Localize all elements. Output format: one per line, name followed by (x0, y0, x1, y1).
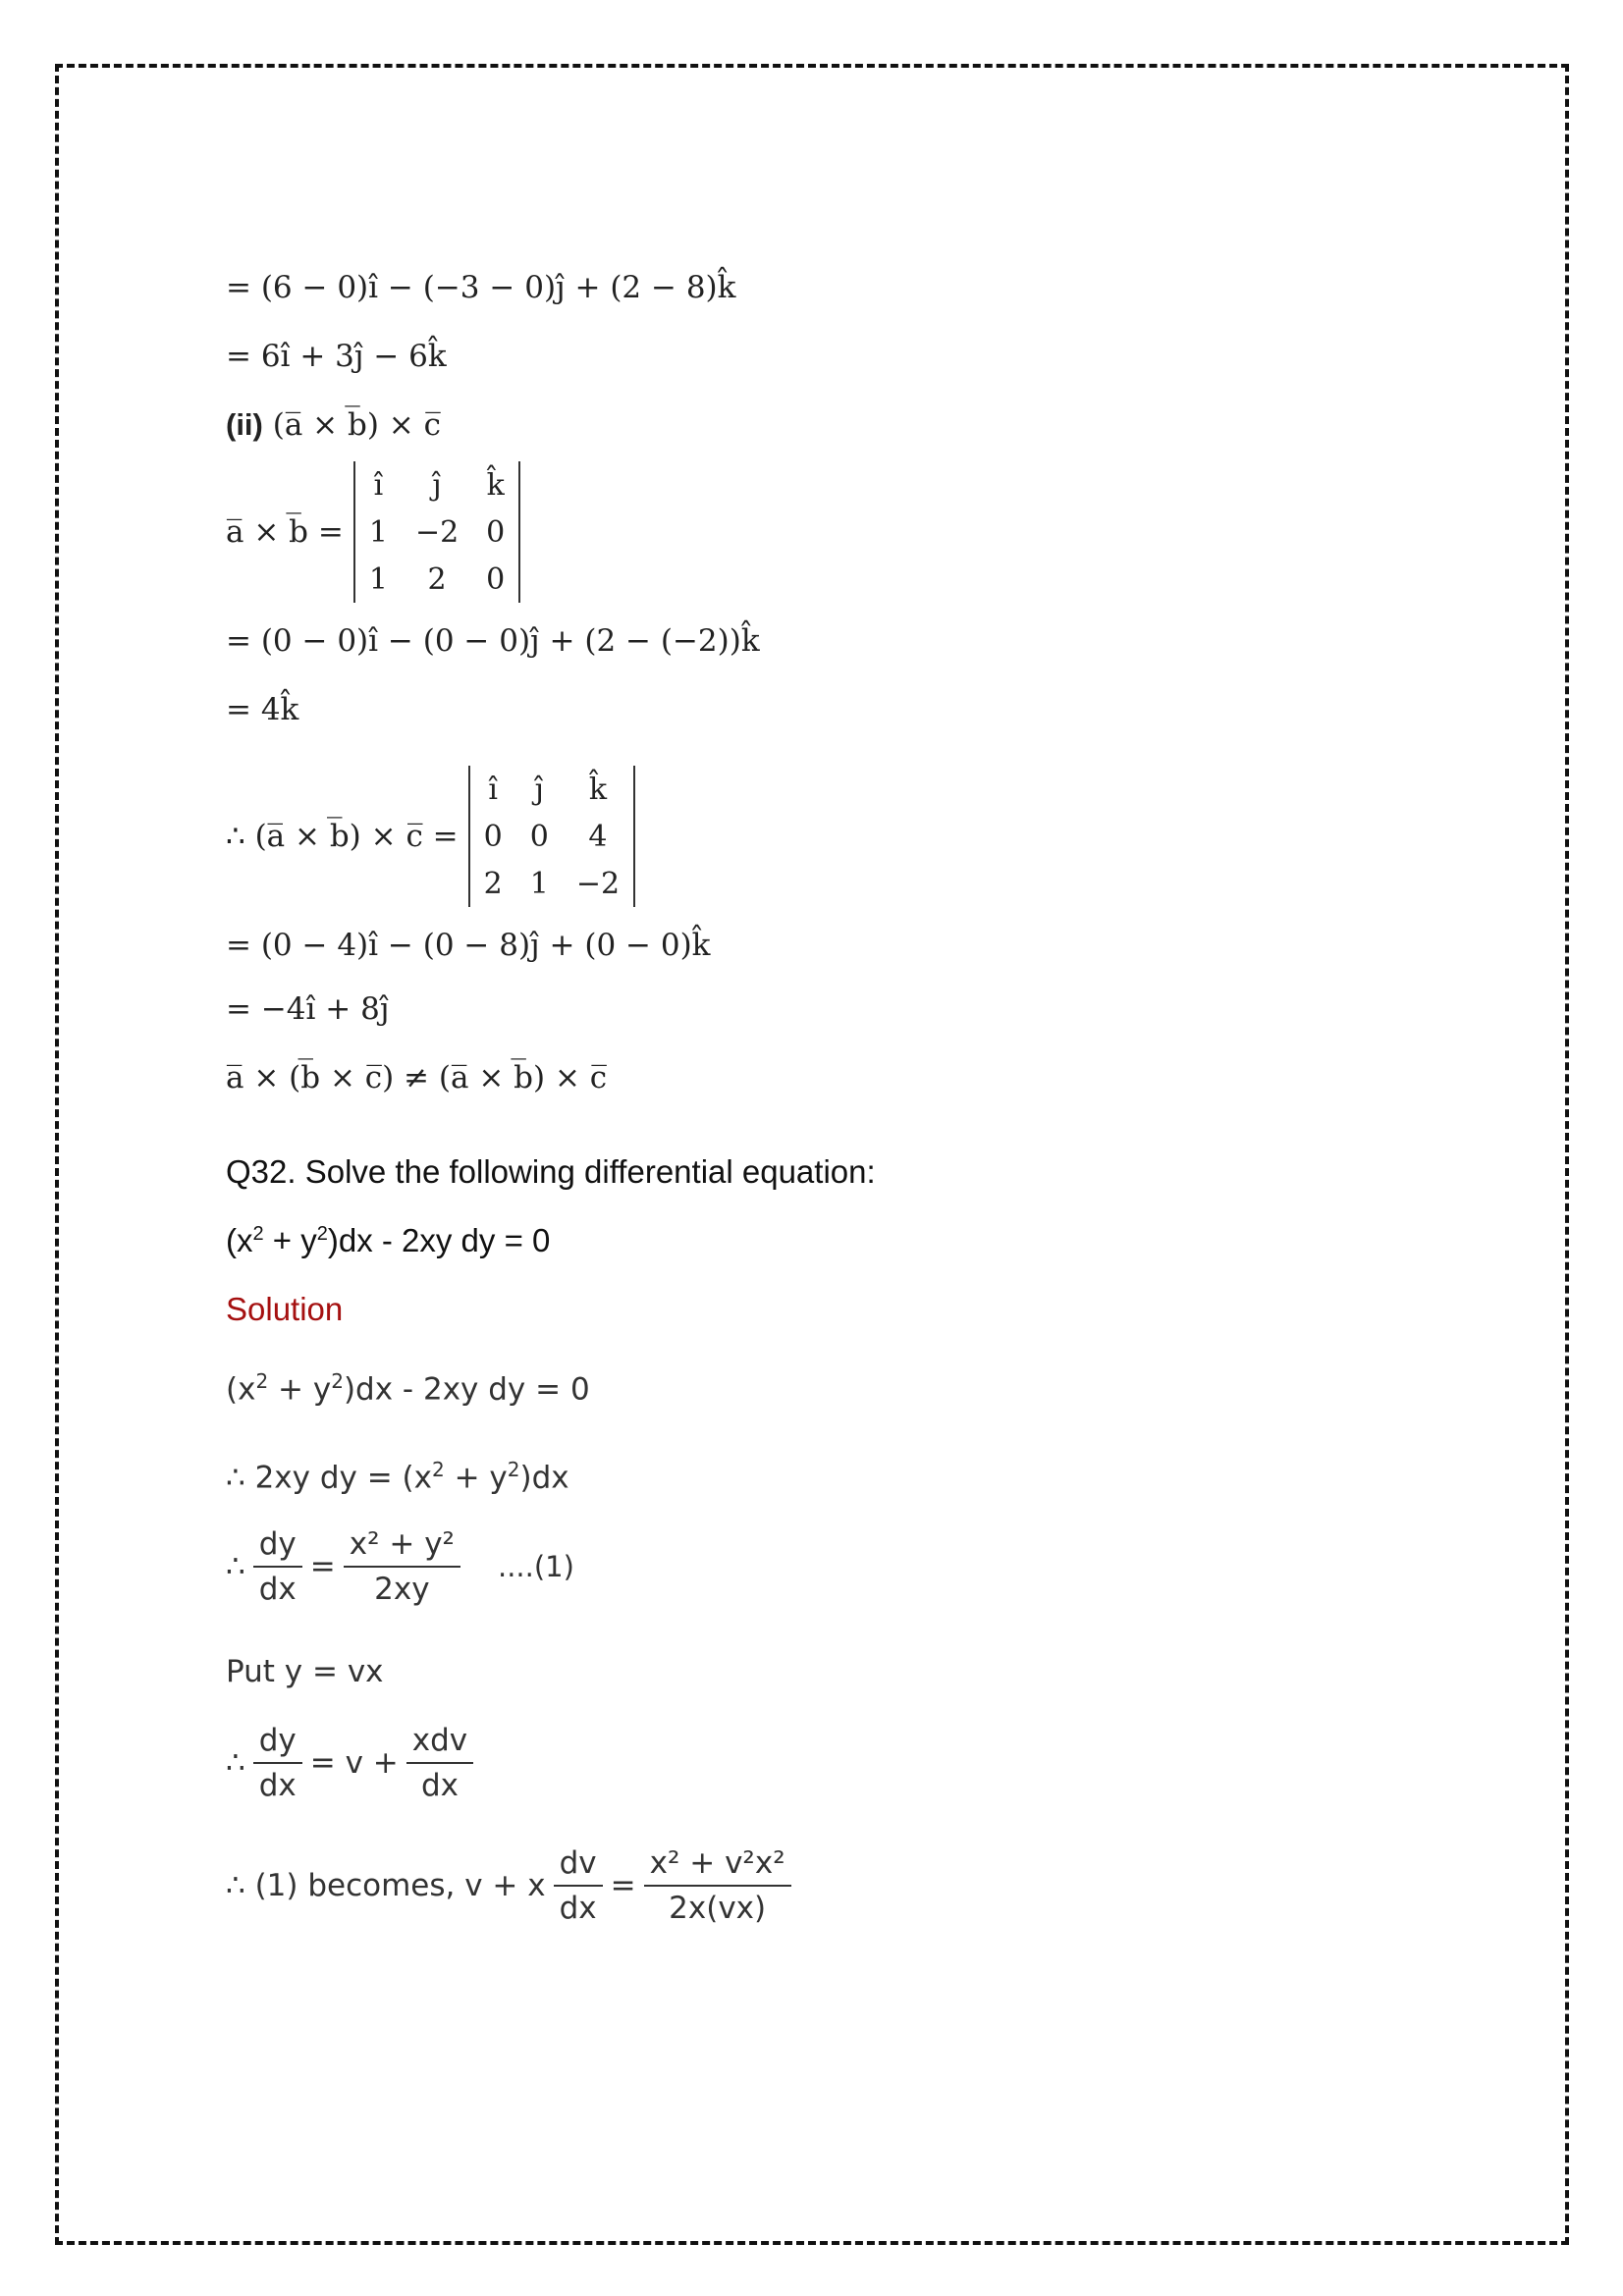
frac-den: dx (258, 1768, 297, 1803)
frac-num: x² + v²x² (644, 1845, 791, 1887)
sol-sup: 2 (432, 1458, 445, 1481)
part-ii-label: (ii) (226, 407, 263, 442)
eq-sup: 2 (316, 1223, 328, 1245)
sol-sup: 2 (255, 1369, 269, 1393)
step-line-2: = 6î + 3ĵ − 6k̂ (226, 339, 447, 374)
det1-cell: 0 (486, 561, 506, 597)
det1-cell: k̂ (486, 467, 505, 503)
sol-part: )dx - 2xy dy = 0 (343, 1371, 590, 1408)
determinant-1 (226, 461, 520, 603)
fraction-dv-dx (554, 1845, 603, 1926)
det2-cell: 2 (483, 866, 503, 901)
frac-num: dv (554, 1845, 603, 1887)
solution-step-5 (226, 1723, 481, 1803)
question-equation (226, 1222, 550, 1259)
det1-cell: 2 (427, 561, 447, 597)
fraction-dy-dx (253, 1526, 302, 1607)
step-line-5: = (0 − 4)î − (0 − 8)ĵ + (0 − 0)k̂ (226, 928, 711, 963)
det2-cell: 0 (483, 819, 503, 854)
step-line-3: = (0 − 0)î − (0 − 0)ĵ + (2 − (−2))k̂ (226, 623, 760, 659)
frac-num: dy (253, 1526, 302, 1568)
equals-sign: = (309, 1549, 336, 1584)
det1-cell: î (373, 467, 384, 503)
det2-cell: î (488, 772, 498, 807)
step-lead: ∴ (1) becomes, v + x (226, 1868, 546, 1903)
det1-matrix (353, 461, 520, 603)
fraction-rhs (644, 1845, 791, 1926)
det2-matrix (468, 766, 635, 907)
det2-lhs: ∴ (a̅ × b̅) × c̅ = (226, 819, 459, 854)
sol-part: + y (268, 1371, 332, 1408)
sol-part: + y (444, 1460, 508, 1496)
frac-den: dx (258, 1572, 297, 1607)
sol-part: ∴ 2xy dy = (x (226, 1460, 432, 1496)
det2-cell: k̂ (588, 772, 608, 807)
step-line-1: = (6 − 0)î − (−3 − 0)ĵ + (2 − 8)k̂ (226, 270, 736, 305)
frac-num: dy (253, 1723, 302, 1764)
det1-cell: 1 (368, 514, 388, 550)
question-title: Q32. Solve the following differential equation: (226, 1153, 876, 1190)
equation-middle: = v + (309, 1745, 399, 1781)
fraction-xdv-dx (406, 1723, 473, 1803)
det1-cell: 1 (368, 561, 388, 597)
eq-part: (x (226, 1222, 253, 1258)
sol-sup: 2 (507, 1458, 520, 1481)
eq-part: )dx - 2xy dy = 0 (327, 1222, 551, 1258)
equation-tag: ....(1) (497, 1550, 574, 1583)
sol-part: (x (226, 1371, 256, 1408)
solution-step-4: Put y = vx (226, 1654, 384, 1689)
det2-cell: 4 (588, 819, 608, 854)
sol-part: )dx (519, 1460, 569, 1496)
frac-num: xdv (406, 1723, 473, 1764)
det2-cell: ĵ (534, 772, 544, 807)
eq-part: + y (263, 1222, 317, 1258)
therefore-symbol: ∴ (226, 1549, 245, 1584)
frac-den: 2x(vx) (669, 1891, 767, 1926)
fraction-dy-dx (253, 1723, 302, 1803)
det1-cell: ĵ (432, 467, 442, 503)
step-line-6: = −4î + 8ĵ (226, 991, 390, 1027)
eq-sup: 2 (252, 1223, 264, 1245)
conclusion-line: a̅ × (b̅ × c̅) ≠ (a̅ × b̅) × c̅ (226, 1060, 608, 1095)
part-ii-expression: (a̅ × b̅) × c̅ (272, 407, 441, 443)
solution-step-2 (226, 1458, 569, 1495)
frac-num: x² + y² (344, 1526, 460, 1568)
part-ii-heading (226, 407, 441, 443)
equals-sign: = (610, 1868, 636, 1903)
sol-sup: 2 (331, 1369, 344, 1393)
det1-lhs: a̅ × b̅ = (226, 514, 344, 550)
frac-den: 2xy (374, 1572, 430, 1607)
det2-cell: 1 (529, 866, 549, 901)
det1-cell: −2 (414, 514, 460, 550)
solution-step-3 (226, 1526, 574, 1607)
frac-den: dx (559, 1891, 597, 1926)
solution-step-1 (226, 1369, 590, 1407)
solution-title: Solution (226, 1291, 344, 1327)
solution-step-6 (226, 1845, 799, 1926)
det2-cell: 0 (529, 819, 549, 854)
fraction-rhs (344, 1526, 460, 1607)
frac-den: dx (420, 1768, 459, 1803)
det2-cell: −2 (575, 866, 621, 901)
det1-cell: 0 (486, 514, 506, 550)
step-line-4: = 4k̂ (226, 692, 299, 727)
therefore-symbol: ∴ (226, 1745, 245, 1781)
determinant-2 (226, 766, 635, 907)
